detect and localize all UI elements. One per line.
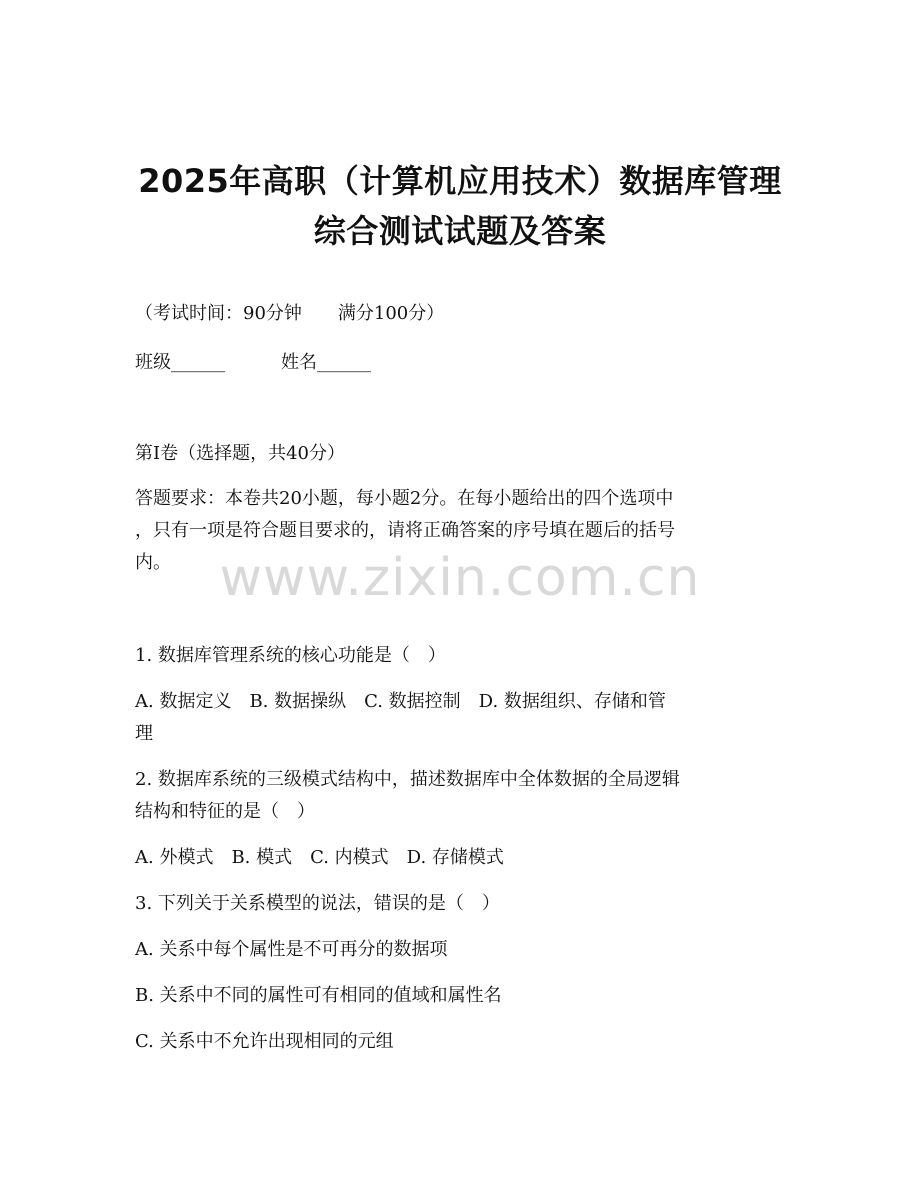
question-2-options: A. 外模式 B. 模式 C. 内模式 D. 存储模式 [135, 847, 504, 868]
question-3-option-a: A. 关系中每个属性是不可再分的数据项 [135, 939, 448, 960]
question-2-stem-continued: 结构和特征的是（ ） [135, 801, 315, 822]
question-1-stem: 1. 数据库管理系统的核心功能是（ ） [135, 645, 446, 666]
page-title-line-2: 综合测试试题及答案 [313, 212, 607, 250]
section-title: 第Ⅰ卷（选择题，共40分） [135, 443, 346, 464]
question-1-options: A. 数据定义 B. 数据操纵 C. 数据控制 D. 数据组织、存储和管 [135, 691, 666, 712]
question-3-option-c: C. 关系中不允许出现相同的元组 [135, 1031, 394, 1052]
requirement-line: 答题要求：本卷共20小题，每小题2分。在每小题给出的四个选项中 [135, 488, 674, 509]
page-title-line-1: 2025年高职（计算机应用技术）数据库管理 [138, 162, 782, 200]
question-3-option-b: B. 关系中不同的属性可有相同的值域和属性名 [135, 985, 502, 1006]
requirement-line: 内。 [135, 552, 171, 573]
name-label: 姓名______ [281, 352, 371, 373]
class-label: 班级______ [135, 352, 225, 373]
answer-requirements [135, 483, 785, 579]
question-2-stem: 2. 数据库系统的三级模式结构中，描述数据库中全体数据的全局逻辑 [135, 769, 680, 790]
question-1-options-continued: 理 [135, 723, 153, 744]
student-info-row [135, 351, 371, 375]
exam-info: （考试时间：90分钟 满分100分） [135, 303, 445, 324]
watermark: www.zixin.com.cn [219, 548, 701, 608]
question-3-stem: 3. 下列关于关系模型的说法，错误的是（ ） [135, 893, 500, 914]
requirement-line: ，只有一项是符合题目要求的，请将正确答案的序号填在题后的括号 [135, 520, 675, 541]
